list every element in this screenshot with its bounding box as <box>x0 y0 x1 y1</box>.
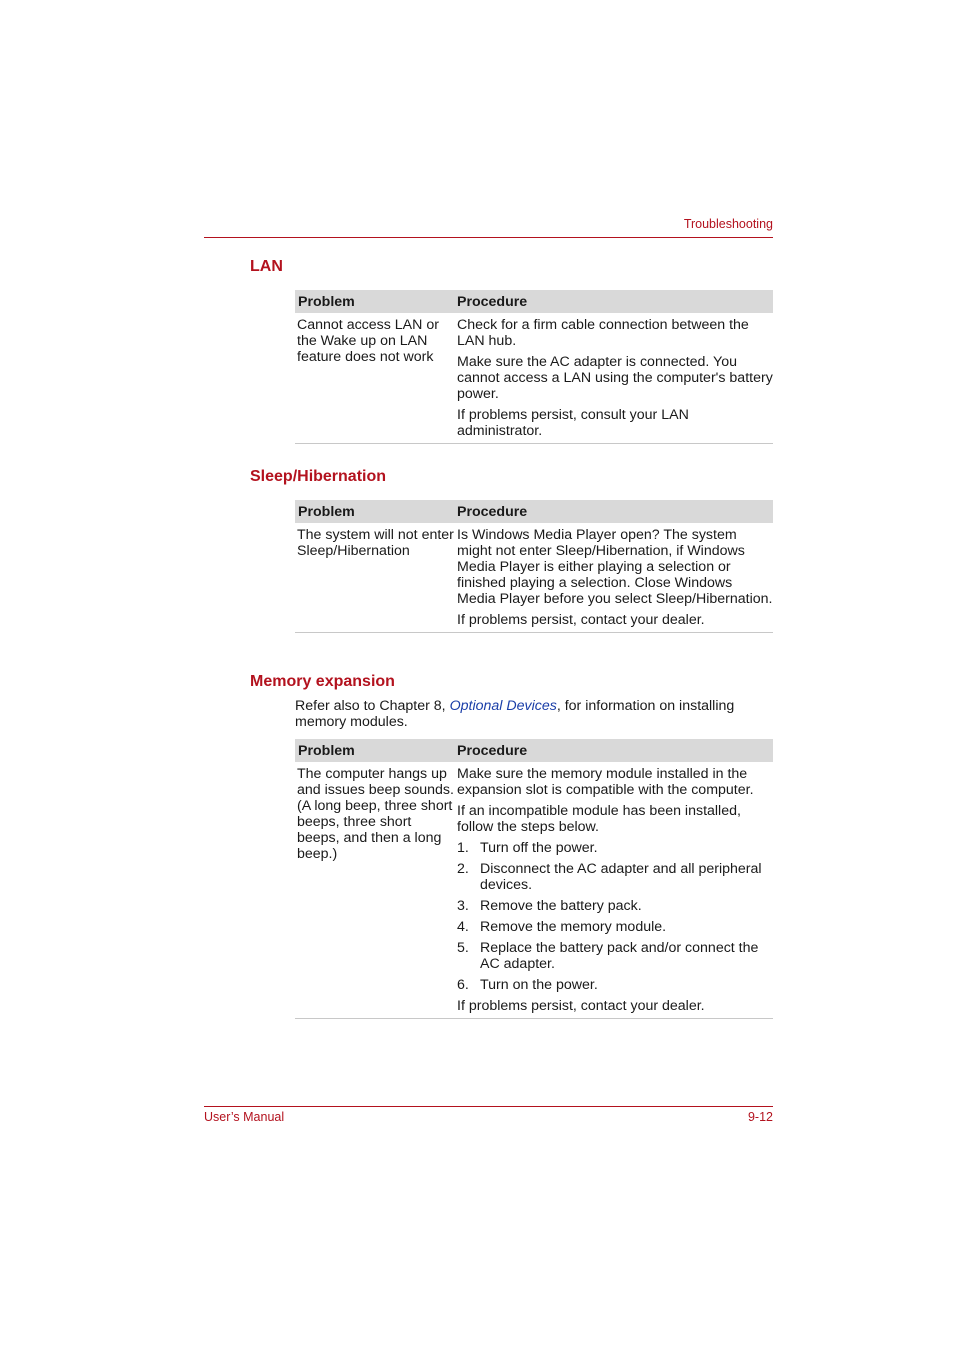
procedure-text: Is Windows Media Player open? The system might not enter Sleep/Hibernation, if Windows Media Player is either playing a selection or finished playing a selection. Close Windows Media Player before you select Sleep/Hibernation. <box>457 527 773 607</box>
table-header-row <box>295 500 773 523</box>
column-header-procedure: Procedure <box>454 500 773 523</box>
procedure-text: Check for a firm cable connection between the LAN hub. <box>457 317 749 349</box>
table-header-row <box>295 290 773 313</box>
list-item <box>457 840 773 856</box>
steps-list <box>457 840 773 993</box>
step-number: 6. <box>457 977 469 993</box>
procedure-text: If problems persist, contact your dealer. <box>457 998 705 1014</box>
header-rule <box>204 237 773 238</box>
section-title-lan: LAN <box>250 258 283 275</box>
column-header-procedure: Procedure <box>454 290 773 313</box>
memory-intro <box>295 698 773 730</box>
list-item <box>457 861 773 893</box>
procedure-text: Make sure the memory module installed in the expansion slot is compatible with the computer. <box>457 766 754 798</box>
list-item <box>457 898 773 914</box>
step-text: Remove the battery pack. <box>480 898 642 914</box>
running-head: Troubleshooting <box>683 217 773 231</box>
procedure-cell <box>454 762 773 1019</box>
problem-cell: The system will not enter Sleep/Hibernation <box>295 523 454 633</box>
section-title-memory-expansion: Memory expansion <box>250 673 395 690</box>
procedure-text: Make sure the AC adapter is connected. You cannot access a LAN using the computer's battery power. <box>457 354 773 402</box>
footer-manual-title: User’s Manual <box>204 1110 285 1124</box>
list-item <box>457 977 773 993</box>
step-number: 4. <box>457 919 469 935</box>
column-header-problem: Problem <box>295 500 454 523</box>
procedure-text: If problems persist, contact your dealer. <box>457 612 705 628</box>
table-row <box>295 762 773 1019</box>
memory-expansion-table <box>295 739 773 1019</box>
intro-text: , for information on installing memory modules. <box>295 698 735 730</box>
procedure-cell <box>454 523 773 633</box>
list-item <box>457 919 773 935</box>
problem-cell: The computer hangs up and issues beep sounds. (A long beep, three short beeps, three short beeps, and then a long beep.) <box>295 762 454 1019</box>
column-header-procedure: Procedure <box>454 739 773 762</box>
list-item <box>457 940 773 972</box>
table-row <box>295 523 773 633</box>
step-number: 3. <box>457 898 469 914</box>
step-text: Turn off the power. <box>480 840 598 856</box>
section-title-sleep-hibernation: Sleep/Hibernation <box>250 468 387 485</box>
step-text: Turn on the power. <box>480 977 598 993</box>
column-header-problem: Problem <box>295 739 454 762</box>
procedure-text: If an incompatible module has been installed, follow the steps below. <box>457 803 741 835</box>
intro-text: Refer also to Chapter 8, <box>295 698 450 714</box>
step-text: Disconnect the AC adapter and all peripheral devices. <box>480 861 762 893</box>
sleep-hibernation-table <box>295 500 773 633</box>
step-number: 5. <box>457 940 469 956</box>
table-row <box>295 313 773 444</box>
problem-cell: Cannot access LAN or the Wake up on LAN feature does not work <box>295 313 454 444</box>
step-number: 2. <box>457 861 469 877</box>
procedure-cell <box>454 313 773 444</box>
procedure-text: If problems persist, consult your LAN administrator. <box>457 407 689 439</box>
footer-rule <box>204 1106 773 1107</box>
table-header-row <box>295 739 773 762</box>
optional-devices-link[interactable]: Optional Devices <box>449 698 557 714</box>
step-number: 1. <box>457 840 469 856</box>
lan-table <box>295 290 773 444</box>
step-text: Remove the memory module. <box>480 919 667 935</box>
page-number: 9-12 <box>747 1110 773 1124</box>
column-header-problem: Problem <box>295 290 454 313</box>
step-text: Replace the battery pack and/or connect the AC adapter. <box>480 940 759 972</box>
